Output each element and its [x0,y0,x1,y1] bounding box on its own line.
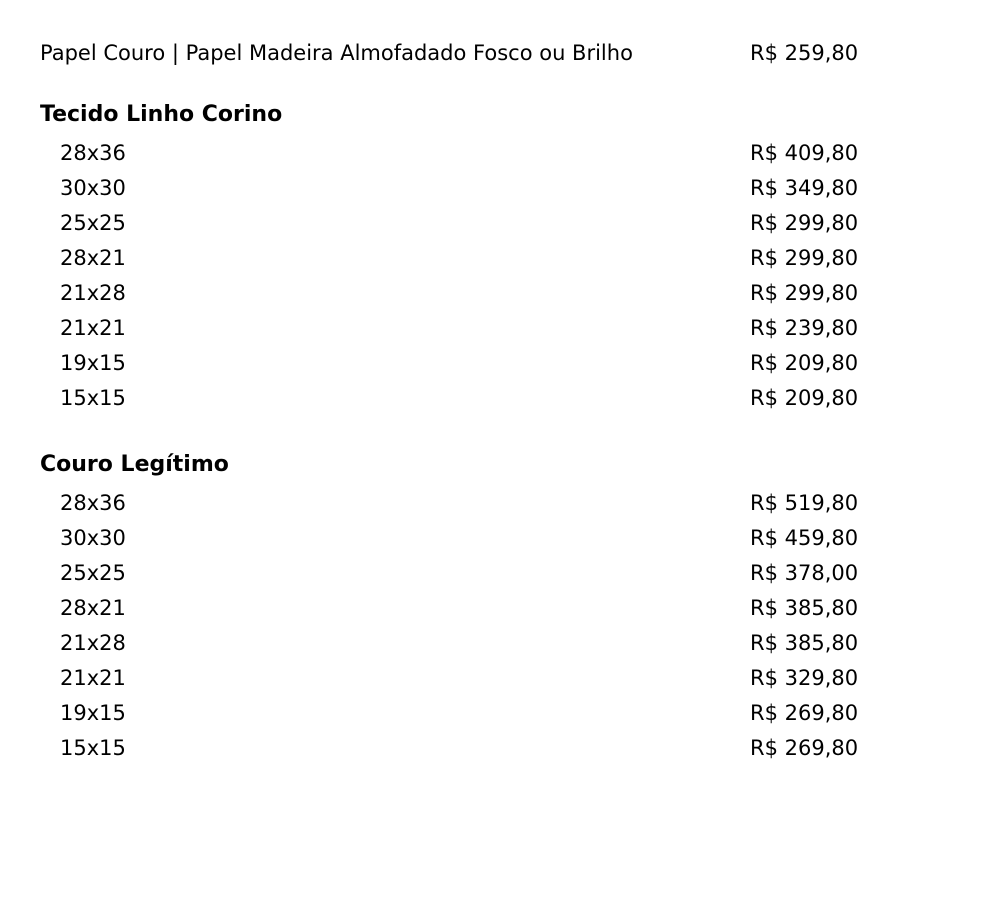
size-label: 21x28 [60,281,126,305]
price-row-papel-couro [0,36,1000,71]
section-title-couro-legitimo: Couro Legítimo [40,452,229,477]
item-price: R$ 299,80 [750,246,859,270]
item-price: R$ 349,80 [750,176,859,200]
price-row [0,661,1000,696]
item-price: R$ 239,80 [750,316,859,340]
size-label: 19x15 [60,701,126,725]
price-row [0,206,1000,241]
price-row [0,346,1000,381]
size-label: 30x30 [60,526,126,550]
price-row [0,241,1000,276]
item-price: R$ 259,80 [750,41,859,65]
price-row [0,381,1000,416]
item-price: R$ 269,80 [750,736,859,760]
price-row [0,311,1000,346]
size-label: 15x15 [60,736,126,760]
price-row [0,731,1000,766]
price-row [0,696,1000,731]
item-price: R$ 409,80 [750,141,859,165]
section-title-tecido-linho-corino: Tecido Linho Corino [40,102,283,127]
size-label: 19x15 [60,351,126,375]
size-label: 25x25 [60,561,126,585]
item-price: R$ 209,80 [750,386,859,410]
size-label: 28x36 [60,141,126,165]
item-price: R$ 299,80 [750,281,859,305]
item-price: R$ 459,80 [750,526,859,550]
size-label: 21x21 [60,666,126,690]
price-row [0,486,1000,521]
price-row [0,276,1000,311]
item-price: R$ 299,80 [750,211,859,235]
item-price: R$ 209,80 [750,351,859,375]
price-row [0,136,1000,171]
item-price: R$ 385,80 [750,631,859,655]
item-price: R$ 378,00 [750,561,859,585]
price-row [0,626,1000,661]
size-label: 15x15 [60,386,126,410]
item-price: R$ 519,80 [750,491,859,515]
size-label: 30x30 [60,176,126,200]
item-label: Papel Couro | Papel Madeira Almofadado Fosco ou Brilho [40,41,633,65]
item-price: R$ 385,80 [750,596,859,620]
item-price: R$ 269,80 [750,701,859,725]
price-row [0,171,1000,206]
size-label: 21x21 [60,316,126,340]
price-row [0,591,1000,626]
item-price: R$ 329,80 [750,666,859,690]
size-label: 21x28 [60,631,126,655]
size-label: 28x21 [60,246,126,270]
size-label: 28x36 [60,491,126,515]
size-label: 28x21 [60,596,126,620]
price-row [0,556,1000,591]
size-label: 25x25 [60,211,126,235]
price-row [0,521,1000,556]
